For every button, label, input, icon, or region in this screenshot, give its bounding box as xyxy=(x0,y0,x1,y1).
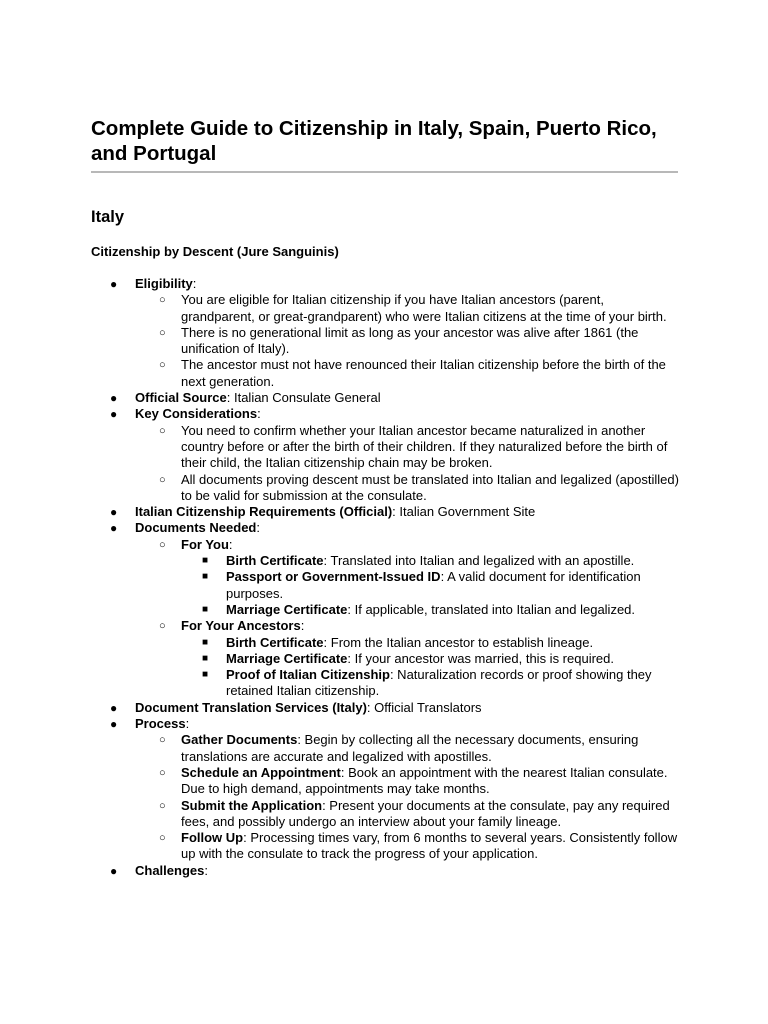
list-item-documents-needed xyxy=(91,520,681,699)
process-sublist xyxy=(135,732,681,862)
item-label: Challenges xyxy=(135,862,205,878)
item-text: The ancestor must not have renounced their Italian citizenship before the birth of the next generation. xyxy=(181,357,666,389)
item-text: : From the Italian ancestor to establish lineage. xyxy=(323,634,594,650)
section-heading-italy: Italy xyxy=(91,208,125,226)
item-text: : Italian Consulate General xyxy=(226,390,381,406)
sublist-item xyxy=(135,325,681,358)
list-item-eligibility xyxy=(91,276,681,390)
item-label: Gather Documents xyxy=(181,732,298,748)
bullet-marker: ● xyxy=(110,863,118,878)
item-label: Key Considerations xyxy=(135,406,258,422)
list-item-process xyxy=(91,716,681,863)
main-list xyxy=(91,276,681,879)
eligibility-sublist xyxy=(135,292,681,390)
bullet-marker: ● xyxy=(110,407,118,422)
item-label: For You xyxy=(181,536,229,552)
bullet-marker: ○ xyxy=(159,620,166,633)
process-step xyxy=(135,765,681,798)
item-label: Eligibility xyxy=(135,276,193,291)
item-label: Marriage Certificate xyxy=(226,601,348,617)
item-text: : Present your documents at the consulate, pay any required fees, and possibly undergo an interview about your family lineage. xyxy=(181,797,670,829)
bullet-marker: ■ xyxy=(202,571,209,583)
item-label: Submit the Application xyxy=(181,797,323,813)
item-suffix: : xyxy=(256,520,260,536)
document-item xyxy=(181,569,681,602)
item-text: There is no generational limit as long as your ancestor was alive after 1861 (the unification of Italy). xyxy=(181,324,639,357)
list-item-translation-services xyxy=(91,700,681,716)
sublist-item xyxy=(135,357,681,390)
bullet-marker: ■ xyxy=(202,652,209,664)
item-label: Documents Needed xyxy=(135,520,257,536)
bullet-marker: ● xyxy=(110,717,118,732)
list-item-requirements xyxy=(91,504,681,520)
document-title: Complete Guide to Citizenship in Italy, Spain, Puerto Rico, and Portugal xyxy=(91,117,657,165)
item-text: : Italian Government Site xyxy=(392,504,536,520)
sublist-item xyxy=(135,423,681,472)
document-item xyxy=(181,635,681,651)
item-label: For Your Ancestors xyxy=(181,618,301,634)
bullet-marker: ● xyxy=(110,700,118,715)
item-label: Schedule an Appointment xyxy=(181,764,341,780)
item-text: : Naturalization records or proof showing they retained Italian citizenship. xyxy=(226,667,652,699)
process-step xyxy=(135,732,681,765)
list-item-challenges xyxy=(91,863,681,879)
title-divider xyxy=(91,171,678,173)
item-label: Marriage Certificate xyxy=(226,650,348,666)
item-label: Italian Citizenship Requirements (Official) xyxy=(135,504,393,520)
document-item xyxy=(181,602,681,618)
item-text: : If applicable, translated into Italian and legalized. xyxy=(347,601,636,617)
item-suffix: : xyxy=(257,406,261,422)
bullet-marker: ■ xyxy=(202,555,209,567)
bullet-marker: ■ xyxy=(202,636,209,648)
bullet-marker: ○ xyxy=(159,766,166,779)
key-considerations-sublist xyxy=(135,423,681,504)
process-step xyxy=(135,798,681,831)
item-text: : Official Translators xyxy=(366,699,482,715)
bullet-marker: ○ xyxy=(159,424,166,437)
sublist-item-for-you xyxy=(135,537,681,618)
item-text: All documents proving descent must be translated into Italian and legalized (apostilled) to be valid for submission at the consulate. xyxy=(181,471,679,503)
guide-content xyxy=(91,276,681,879)
for-you-list xyxy=(181,553,681,618)
item-text: : If your ancestor was married, this is required. xyxy=(347,650,614,666)
bullet-marker: ■ xyxy=(202,669,209,681)
bullet-marker: ● xyxy=(110,277,118,291)
process-step xyxy=(135,830,681,863)
list-item-official-source xyxy=(91,390,681,406)
item-label: Passport or Government-Issued ID xyxy=(226,569,441,585)
bullet-marker: ○ xyxy=(159,832,166,845)
bullet-marker: ● xyxy=(110,391,118,406)
item-label: Proof of Italian Citizenship xyxy=(226,667,390,683)
item-text: : A valid document for identification purposes. xyxy=(226,569,641,601)
item-label: Follow Up xyxy=(181,830,244,846)
item-label: Official Source xyxy=(135,390,227,406)
item-label: Process xyxy=(135,716,186,732)
bullet-marker: ○ xyxy=(159,359,166,372)
item-label: Birth Certificate xyxy=(226,634,324,650)
subsection-heading-descent: Citizenship by Descent (Jure Sanguinis) xyxy=(91,244,339,259)
item-suffix: : xyxy=(204,862,208,878)
item-text: You need to confirm whether your Italian ancestor became naturalized in another country before or after the birth of their children. If they naturalized before the birth of their child, the Italian citizenship chain may be broken. xyxy=(181,422,668,471)
bullet-marker: ○ xyxy=(159,799,166,812)
item-suffix: : xyxy=(185,716,190,732)
item-text: : Begin by collecting all the necessary documents, ensuring translations are accurate and legalized with apostilles. xyxy=(181,732,639,764)
bullet-marker: ○ xyxy=(159,294,166,307)
bullet-marker: ○ xyxy=(159,538,166,551)
item-text: You are eligible for Italian citizenship if you have Italian ancestors (parent, grandparent, or great-grandparent) who were Italian citizens at the time of your birth. xyxy=(181,292,667,324)
item-text: : Processing times vary, from 6 months to several years. Consistently follow up with the consulate to track the progress of your application. xyxy=(181,830,678,862)
bullet-marker: ○ xyxy=(159,326,166,339)
documents-sublist xyxy=(135,537,681,700)
item-text: : Book an appointment with the nearest Italian consulate. Due to high demand, appointments may take months. xyxy=(181,764,668,797)
document-item xyxy=(181,651,681,667)
sublist-item xyxy=(135,292,681,325)
item-label: Document Translation Services (Italy) xyxy=(135,699,367,715)
bullet-marker: ■ xyxy=(202,603,209,615)
bullet-marker: ○ xyxy=(159,473,166,486)
item-suffix: : xyxy=(228,536,233,552)
document-item xyxy=(181,553,681,569)
bullet-marker: ● xyxy=(110,521,118,536)
bullet-marker: ○ xyxy=(159,734,166,747)
item-suffix: : xyxy=(192,276,197,291)
document-item xyxy=(181,667,681,700)
for-ancestors-list xyxy=(181,635,681,700)
item-label: Birth Certificate xyxy=(226,553,324,569)
sublist-item xyxy=(135,472,681,505)
bullet-marker: ● xyxy=(110,505,118,520)
item-text: : Translated into Italian and legalized with an apostille. xyxy=(323,553,635,569)
list-item-key-considerations xyxy=(91,406,681,504)
sublist-item-for-ancestors xyxy=(135,618,681,699)
item-suffix: : xyxy=(300,618,305,634)
